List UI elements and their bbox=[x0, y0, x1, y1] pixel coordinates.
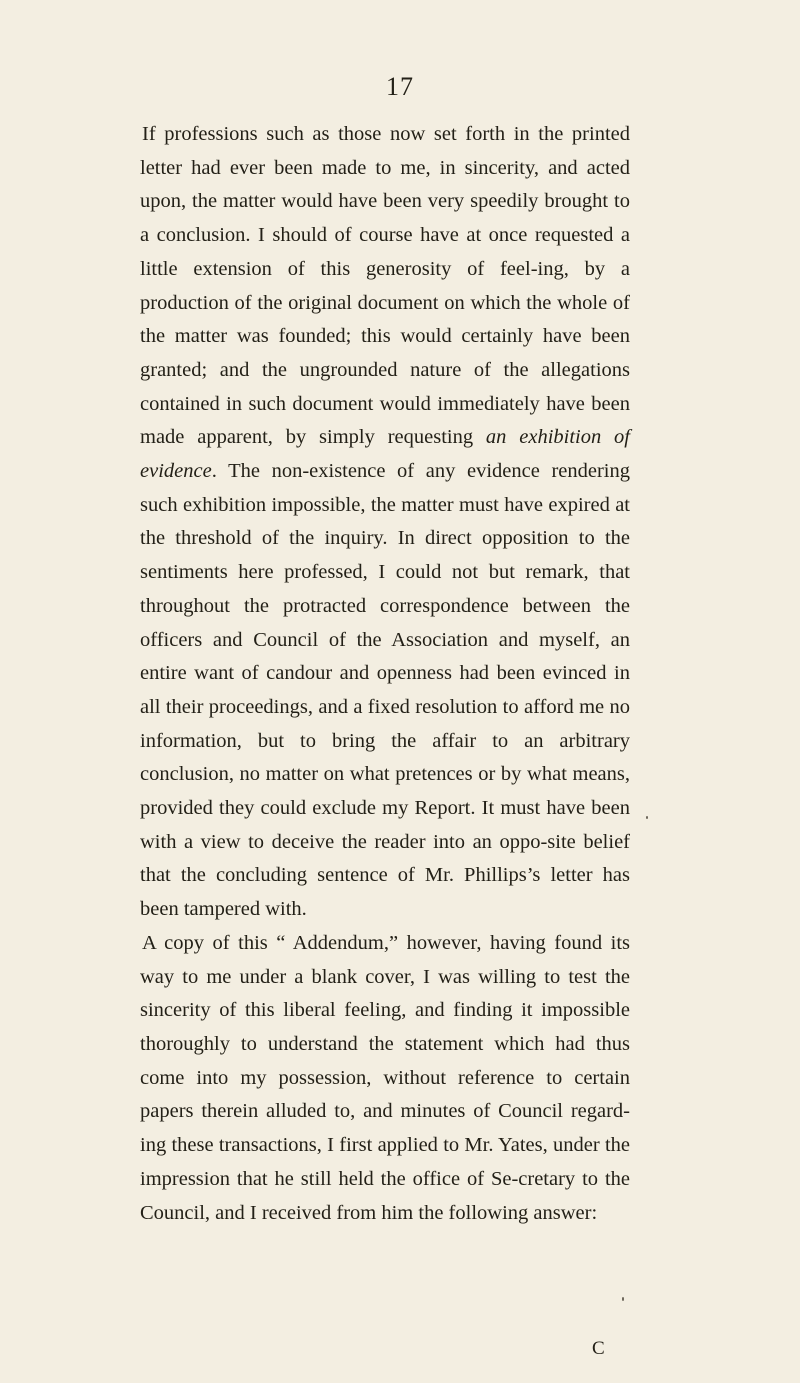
paragraph-1 bbox=[140, 118, 630, 927]
body-text bbox=[140, 118, 630, 1230]
paper-speck bbox=[646, 816, 648, 819]
signature-mark: C bbox=[592, 1338, 605, 1359]
page-number: 17 bbox=[386, 72, 414, 101]
paragraph-2-text: A copy of this “ Addendum,” however, having found its way to me under a blank cover, I was willing to test the sincerity of this liberal feeling, and finding it impossible thoroughly to understand the statement which had thus come into my possession, without reference to certain papers therein alluded to, and minutes of Council regard-ing these transactions, I first applied to Mr. Yates, under the impression that he still held the office of Se-cretary to the Council, and I received from him the following answer: bbox=[140, 931, 630, 1224]
paragraph-1-text-b: . The non-existence of any evidence rendering such exhibition impossible, the matter must have expired at the threshold of the inquiry. In direct opposition to the sentiments here professed, I could not but remark, that throughout the protracted correspondence between the officers and Council of the Association and myself, an entire want of candour and openness had been evinced in all their proceedings, and a fixed resolution to afford me no information, but to bring the affair to an arbitrary conclusion, no matter on what pretences or by what means, provided they could exclude my Report. It must have been with a view to deceive the reader into an oppo-site belief that the concluding sentence of Mr. Phillips’s letter has been tampered with. bbox=[140, 460, 630, 921]
paragraph-2 bbox=[140, 927, 630, 1230]
italic-phrase: an exhibition of evidence bbox=[140, 426, 630, 483]
paragraph-1-text-a: If professions such as those now set forth in the printed letter had ever been made to me, in sincerity, and acted upon, the matter would have been very speedily brought to a conclusion. I should of course have at once requested a little extension of this generosity of feel-ing, by a production of the original document on which the whole of the matter was founded; this would certainly have been granted; and the ungrounded nature of the allegations contained in such document would immediately have been made apparent, by simply requesting bbox=[140, 123, 630, 449]
paper-speck bbox=[622, 1297, 624, 1301]
